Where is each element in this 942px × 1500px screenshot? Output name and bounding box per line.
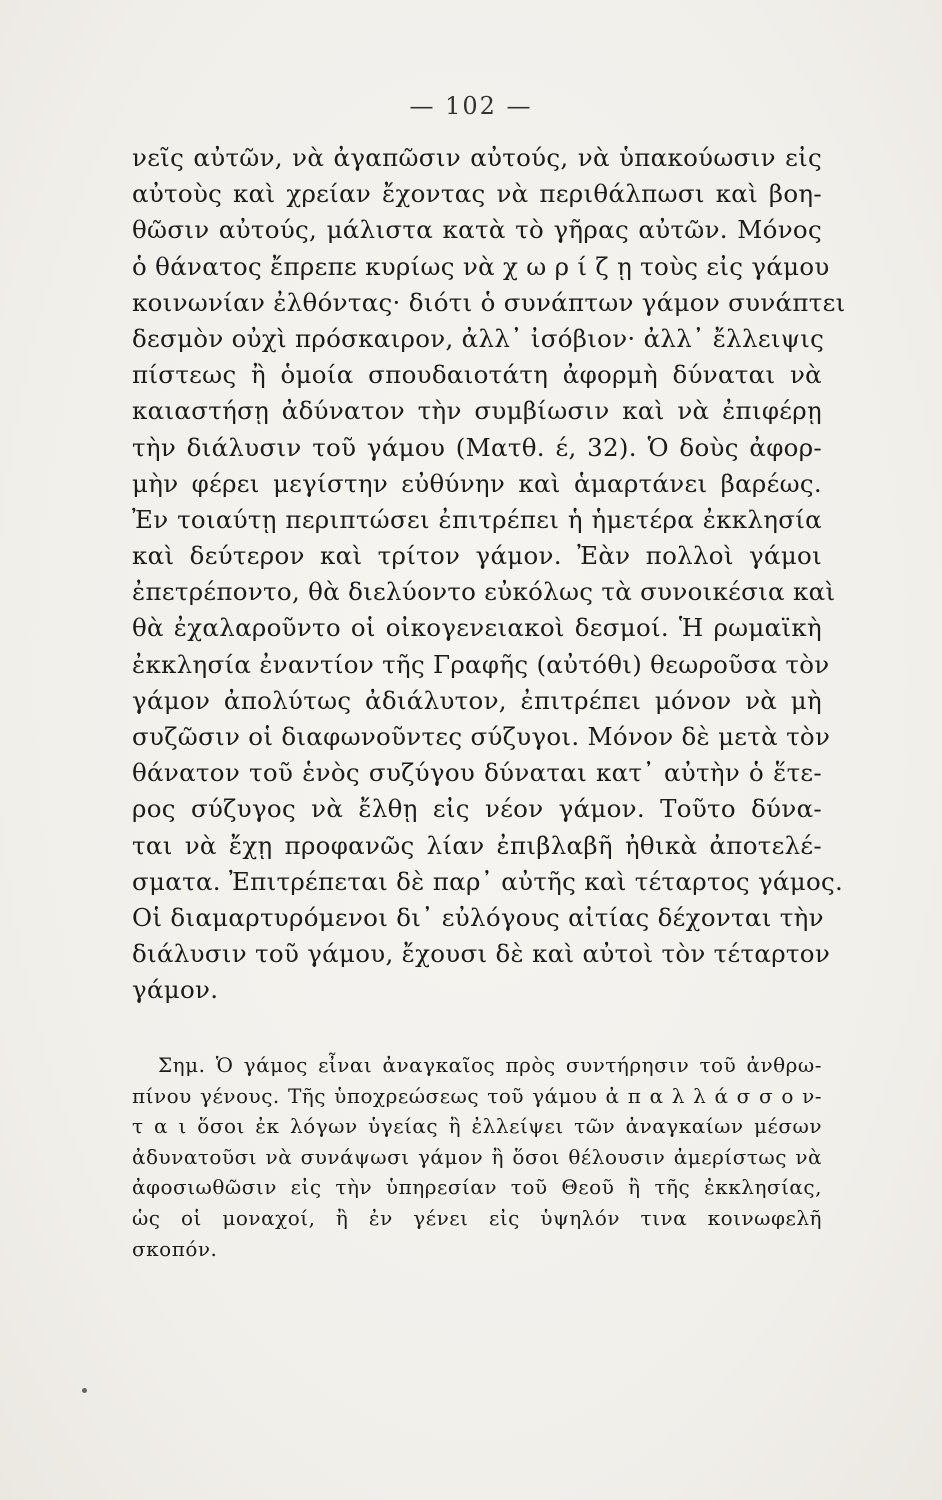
text-line: ται νὰ ἔχῃ προφανῶς λίαν ἐπιβλαβῆ ἠθικὰ ἀποτελέ- bbox=[132, 830, 822, 860]
text-line: θῶσιν αὐτούς, μάλιστα κατὰ τὸ γῆρας αὐτῶν. Μόνος bbox=[132, 215, 822, 245]
footnote-line: ἀδυνατοῦσι νὰ συνάψωσι γάμον ἢ ὅσοι θέλουσιν ἀμερίστως νὰ bbox=[132, 1144, 822, 1169]
text-line: γάμον. bbox=[132, 975, 219, 1005]
main-paragraph bbox=[132, 140, 846, 1009]
footnote-line: τ α ι ὅσοι ἐκ λόγων ὑγείας ἢ ἐλλείψει τῶν ἀναγκαίων μέσων bbox=[132, 1114, 822, 1139]
text-line: καιαστήσῃ ἀδύνατον τὴν συμβίωσιν καὶ νὰ ἐπιφέρῃ bbox=[132, 396, 822, 426]
text-line: ὁ θάνατος ἔπρεπε κυρίως νὰ χ ω ρ ί ζ ῃ τοὺς εἰς γάμου bbox=[132, 251, 830, 281]
footnote-line: πίνου γένους. Τῆς ὑποχρεώσεως τοῦ γάμου ἀ π α λ λ ά σ σ ο ν- bbox=[132, 1083, 822, 1108]
text-line: Ἐν τοιαύτῃ περιπτώσει ἐπιτρέπει ἡ ἡμετέρα ἐκκλησία bbox=[132, 504, 822, 534]
text-line: αὐτοὺς καὶ χρείαν ἔχοντας νὰ περιθάλπωσι καὶ βοη- bbox=[132, 179, 822, 209]
footnote-line: Σημ. Ὁ γάμος εἶναι ἀναγκαῖος πρὸς συντήρησιν τοῦ ἀνθρω- bbox=[158, 1053, 822, 1077]
text-line: σματα. Ἐπιτρέπεται δὲ παρ᾽ αὐτῆς καὶ τέταρτος γάμος. bbox=[132, 866, 844, 896]
text-line: καὶ δεύτερον καὶ τρίτον γάμον. Ἐὰν πολλοὶ γάμοι bbox=[132, 541, 822, 571]
footnote-line: ὡς οἱ μοναχοί, ἢ ἐν γένει εἰς ὑψηλόν τινα κοινωφελῆ bbox=[132, 1205, 822, 1230]
text-line: δεσμὸν οὐχὶ πρόσκαιρον, ἀλλ᾽ ἰσόβιον· ἀλλ᾽ ἔλλειψις bbox=[132, 323, 825, 353]
text-line: συζῶσιν οἱ διαφωνοῦντες σύζυγοι. Μόνον δὲ μετὰ τὸν bbox=[132, 722, 831, 751]
text-line: Οἱ διαμαρτυρόμενοι δι᾽ εὐλόγους αἰτίας δέχονται τὴν bbox=[132, 902, 824, 932]
text-line: διάλυσιν τοῦ γάμου, ἔχουσι δὲ καὶ αὐτοὶ τὸν τέταρτον bbox=[132, 939, 831, 969]
page-number: — 102 — bbox=[409, 92, 533, 120]
text-line: κοινωνίαν ἐλθόντας· διότι ὁ συνάπτων γάμον συνάπτει bbox=[132, 287, 846, 317]
text-line: ἐπετρέποντο, θὰ διελύοντο εὐκόλως τὰ συνοικέσια καὶ bbox=[132, 577, 836, 607]
footnote-line: ἀφοσιωθῶσιν εἰς τὴν ὑπηρεσίαν τοῦ Θεοῦ ἢ τῆς ἐκκλησίας, bbox=[132, 1175, 822, 1200]
text-line: τὴν διάλυσιν τοῦ γάμου (Ματθ. έ, 32). Ὁ δοὺς ἀφορ- bbox=[132, 432, 822, 462]
text-line: μὴν φέρει μεγίστην εὐθύνην καὶ ἁμαρτάνει βαρέως. bbox=[132, 468, 822, 498]
text-line: θὰ ἐχαλαροῦντο οἱ οἰκογενειακοὶ δεσμοί. Ἡ ρωμαϊκὴ bbox=[132, 613, 822, 643]
text-line: νεῖς αὐτῶν, νὰ ἀγαπῶσιν αὐτούς, νὰ ὑπακούωσιν εἰς bbox=[132, 143, 822, 172]
ink-speck bbox=[82, 1388, 87, 1393]
text-line: γάμον ἀπολύτως ἀδιάλυτον, ἐπιτρέπει μόνον νὰ μὴ bbox=[132, 685, 822, 715]
text-line: θάνατον τοῦ ἑνὸς συζύγου δύναται κατ᾽ αὐτὴν ὁ ἕτε- bbox=[132, 758, 822, 788]
text-line: πίστεως ἢ ὁμοία σπουδαιοτάτη ἀφορμὴ δύναται νὰ bbox=[132, 360, 822, 390]
footnote bbox=[132, 1050, 822, 1264]
text-line: ἐκκλησία ἐναντίον τῆς Γραφῆς (αὐτόθι) θεωροῦσα τὸν bbox=[132, 649, 830, 679]
footnote-line: σκοπόν. bbox=[132, 1236, 218, 1261]
text-line: ρος σύζυγος νὰ ἔλθῃ εἰς νέον γάμον. Τοῦτο δύνα- bbox=[132, 794, 822, 824]
